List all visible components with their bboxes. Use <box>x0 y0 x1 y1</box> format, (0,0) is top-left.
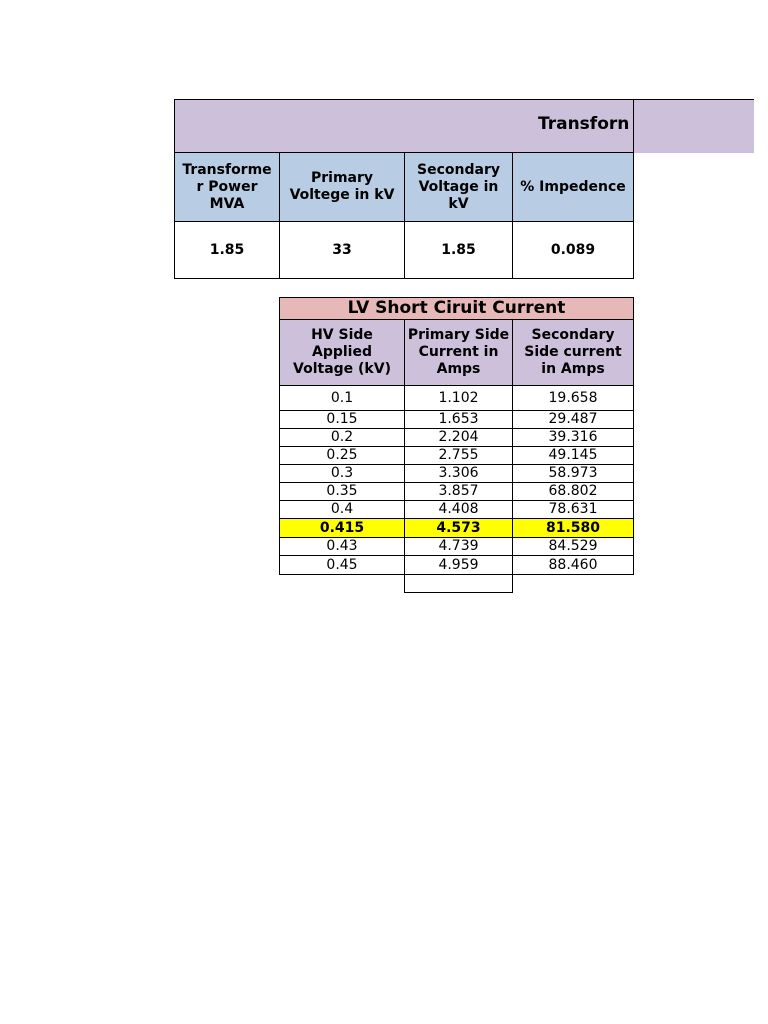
title-band-border <box>633 99 634 153</box>
transformer-title-band <box>174 99 754 153</box>
lv-cell-secondary-current: 84.529 <box>512 537 634 556</box>
lv-cell-secondary-current: 88.460 <box>512 555 634 575</box>
lv-cell-primary-current: 1.102 <box>404 385 513 411</box>
empty-cell <box>404 574 513 593</box>
lv-cell-hv-voltage: 0.3 <box>279 464 405 483</box>
lv-cell-primary-current: 2.204 <box>404 428 513 447</box>
lv-cell-primary-current: 4.739 <box>404 537 513 556</box>
lv-cell-secondary-current: 68.802 <box>512 482 634 501</box>
transformer-title: Transforn <box>538 114 630 134</box>
lv-cell-primary-current: 3.306 <box>404 464 513 483</box>
header-primary-voltage: Primary Voltege in kV <box>279 152 405 222</box>
lv-cell-secondary-current: 78.631 <box>512 500 634 519</box>
lv-cell-primary-current: 1.653 <box>404 410 513 429</box>
lv-cell-hv-voltage: 0.25 <box>279 446 405 465</box>
value-primary-voltage: 33 <box>279 221 405 279</box>
lv-cell-secondary-current: 39.316 <box>512 428 634 447</box>
lv-cell-hv-voltage: 0.45 <box>279 555 405 575</box>
lv-cell-primary-current: 2.755 <box>404 446 513 465</box>
lv-cell-hv-voltage: 0.415 <box>279 518 405 538</box>
lv-cell-secondary-current: 29.487 <box>512 410 634 429</box>
lv-cell-hv-voltage: 0.35 <box>279 482 405 501</box>
lv-cell-primary-current: 3.857 <box>404 482 513 501</box>
header-secondary-voltage: Secondary Voltage in kV <box>404 152 513 222</box>
lv-cell-hv-voltage: 0.2 <box>279 428 405 447</box>
header-hv-applied-voltage: HV Side Applied Voltage (kV) <box>279 319 405 386</box>
lv-table-title: LV Short Ciruit Current <box>279 297 634 320</box>
lv-cell-hv-voltage: 0.43 <box>279 537 405 556</box>
lv-cell-secondary-current: 81.580 <box>512 518 634 538</box>
header-impedance: % Impedence <box>512 152 634 222</box>
lv-cell-hv-voltage: 0.4 <box>279 500 405 519</box>
lv-cell-primary-current: 4.959 <box>404 555 513 575</box>
header-transformer-power: Transforme r Power MVA <box>174 152 280 222</box>
lv-cell-secondary-current: 58.973 <box>512 464 634 483</box>
value-transformer-power: 1.85 <box>174 221 280 279</box>
lv-cell-hv-voltage: 0.1 <box>279 385 405 411</box>
lv-cell-primary-current: 4.408 <box>404 500 513 519</box>
lv-cell-secondary-current: 19.658 <box>512 385 634 411</box>
lv-cell-hv-voltage: 0.15 <box>279 410 405 429</box>
lv-cell-secondary-current: 49.145 <box>512 446 634 465</box>
value-secondary-voltage: 1.85 <box>404 221 513 279</box>
value-impedance: 0.089 <box>512 221 634 279</box>
header-primary-current: Primary Side Current in Amps <box>404 319 513 386</box>
lv-cell-primary-current: 4.573 <box>404 518 513 538</box>
header-secondary-current: Secondary Side current in Amps <box>512 319 634 386</box>
